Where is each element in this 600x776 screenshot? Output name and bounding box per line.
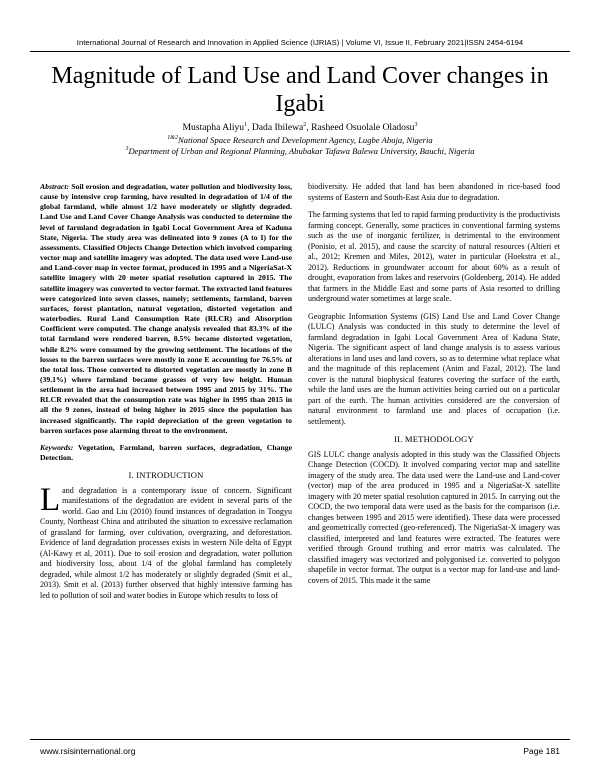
footer-url: www.rsisinternational.org [40, 746, 136, 756]
intro-paragraph-1-continued: biodiversity. He added that land has been abandoned in rice-based food systems of Eastern and South-East Asia due to degradation. [308, 182, 560, 202]
abstract-label: Abstract: [40, 182, 70, 191]
affiliation-sup: 3 [125, 146, 129, 153]
author-sup: 1 [244, 121, 248, 128]
drop-cap: L [40, 481, 61, 518]
right-column [308, 182, 560, 593]
keywords-label: Keywords: [40, 442, 74, 452]
affiliation-text: National Space Research and Development Agency, Lugbe Abuja, Nigeria [177, 135, 433, 145]
footer-page-number: Page 181 [523, 746, 560, 756]
keywords [40, 443, 292, 463]
intro-paragraph-3: Geographic Information Systems (GIS) Land Use and Land Cover Change (LULC) Analysis was conducted in this study to determine the level of farmland degradation in Igabi Local Government Area of Kaduna State, Nigeria. The significant aspect of land change analysis is to assess various alterations in land uses and land covers, so as to determine what replace what and the magnitude of this replacement (Anim and Fazal, 2012). The land cover is the natural biophysical features covering the surface of the earth, while the land uses are the human activities being carried out on a particular part of the earth. The human activities considered are the conversion of natural environment to farmland use and places of occupation (i.e. settlement). [308, 311, 560, 426]
affiliation-line [40, 135, 560, 146]
author-name: Mustapha Aliyu [182, 122, 245, 133]
footer-rule [30, 739, 570, 740]
author-line: Mustapha Aliyu$^1$, Dada Ibilewa$^2$, Rasheed Osuolale Oladosu$^3$ [182, 121, 418, 133]
section-heading-methodology: II. METHODOLOGY [394, 434, 474, 444]
intro-paragraph-2: The farming systems that led to rapid farming productivity is the productivists farming concept. Generally, some practices in conventional farming systems such as the use of inorganic fertilizer, is detrimental to the environment (Ponisio, et al. 2015), and cause the scarcity of natural resources (Altieri et al., 2012; Kremen and Miles, 2012), water in particular (Hoekstra et al., 2012). Reductions in groundwater account for about 60% as a result of drought, evaporation from lakes and reservoirs (Goldenberg, 2014). He added that farmers in the Middle East and some parts of Asia resorted to drilling underground water sometimes at large scale. [308, 210, 560, 303]
abstract-text: Soil erosion and degradation, water pollution and biodiversity loss, cause by intensive crop farming, have resulted in degradation of 1/4 of the global farmland, while almost 1/2 have moderately or slightly degraded. Land Use and Land Cover Change Analysis was conducted to determine the level of farmland degradation in Igabi Local Government Area of Kaduna State, Nigeria. The study area was delineated into 9 zones (A to I) for the assessments. Classified Objects Change Detection which involved comparing vector map and satellite imagery was adopted. The data used were Land-use and Land-cover map in vector format, produced in 1995 and a NigeriaSat-X satellite imagery with 20 meter spatial resolution captured in 2015. The satellite imagery was converted to vector format. The extracted land features were categorized into seven classes, namely; settlements, farmland, barren surfaces, forest plantation, natural vegetation, distorted vegetation and waterbodies. Rural Land Consumption Rate (RLCR) and Absorption Coefficient were computed. The change analysis revealed that 83.3% of the total farmland were rendered barren, 8.5% became distorted vegetation, while 8.2% were consumed by the growing settlement. The locations of the losses to the barren surfaces were mostly in zone E accounting for 76.5% of the total loss. Those converted to distorted vegetation are mostly in zone B (39.1%) where farmland became grasses of very low height. Human settlement in the area had increased between 1995 and 2015 by 31%. The RLCR revealed that the consumption rate was higher in 1995 than 2015 in all the 9 zones, instead of being higher in 2015 since the population has increased significantly. The rapid depreciation of the green vegetation to barren surfaces pose alarming threat to the environment. [40, 182, 292, 435]
running-header: International Journal of Research and Innovation in Applied Science (IJRIAS) | Volume VI, Issue II, February 2021|ISSN 2454-6194 [76, 38, 524, 47]
intro-paragraph-1-text: and degradation is a contemporary issue of concern. Significant manifestations of the degradation are evident in several parts of the world. Gao and Liu (2010) found instances of degradation in Tongyu County, Northeast China and attributed the situation to excessive reclamation of grassland for farming, over cultivation, overgrazing, and deforestation. Evidence of land degradation processes exists in western Nile delta of Egypt (Al-Kawy et al, 2011). Due to soil erosion and degradation, water pollution and biodiversity loss, about 1/4 of the global farmland has completely degraded, while almost 1/2 has moderately or slightly degraded (Smit et al., 2013). Smit et al. (2013) further observed that highly intensive farming has led to pollution of soil and water bodies in Europe which results to loss of [40, 485, 292, 600]
intro-paragraph-1 [40, 481, 292, 602]
abstract [40, 182, 292, 436]
affiliation-sup: 1&2 [167, 135, 178, 142]
author-sup: 2 [303, 121, 307, 128]
section-heading-introduction: I. INTRODUCTION [128, 470, 204, 481]
author-name: Dada Ibilewa [251, 122, 304, 133]
author-name: Rasheed Osuolale Oladosu [311, 122, 415, 133]
keywords-text: Vegetation, Farmland, barren surfaces, degradation, Change Detection. [40, 442, 292, 463]
methodology-paragraph-1: GIS LULC change analysis adopted in this study was the Classified Objects Change Detection (COCD). It involved comparing vector map and satellite imagery of the study area. The data used were the Land-use and Land-cover (vector) map of the area produced in 1995 and a NigeriaSat-X satellite imagery with 20 meter spatial resolution captured in 2015. In carrying out the COCD, the two temporal data were used as the basis for the comparison (i.e. changes between 1995 and 2015 were identified). These data were processed and geometrically corrected (geo-referenced). The NigeriaSat-X imagery was classified, interpreted and land features were extracted. The features were verified through Ground truthing and error matrix was calculated. The classified imagery was vectorized and polygonised i.e. converted to polygon shapefile in vector format. The output is a vector map for land-use and land-covers of 2015. This made it the same [308, 449, 560, 585]
affiliation-line [40, 146, 560, 157]
header-rule [30, 51, 570, 52]
left-column [40, 182, 292, 608]
author-sup: 3 [414, 121, 418, 128]
paper-title: Magnitude of Land Use and Land Cover changes in Igabi [51, 63, 549, 117]
affiliation-text: Department of Urban and Regional Planning, Abubakar Tafawa Balewa University, Bauchi, Nigeria [128, 146, 475, 156]
